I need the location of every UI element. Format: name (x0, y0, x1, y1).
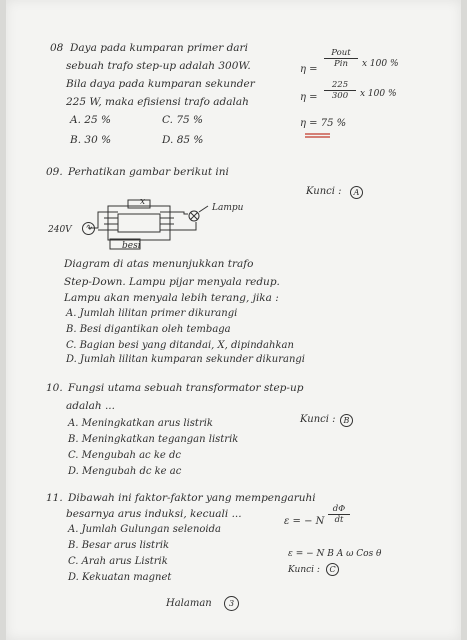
secondary-coil (160, 212, 174, 230)
q11-formula-2: ε = − N B A ω Cos θ (288, 549, 382, 559)
q08-option-d: D. 85 % (162, 134, 204, 146)
iron-core-outer (108, 206, 170, 240)
diagram-core-label: besi (122, 241, 141, 251)
q11-line-2: besarnya arus induksi, kecuali ... (66, 508, 242, 520)
primary-coil (104, 212, 118, 230)
q09-title: Perhatikan gambar berikut ini (68, 166, 229, 178)
diagram-voltage-label: 240V (48, 225, 72, 235)
transformer-diagram (88, 200, 208, 249)
q08-225: 225 (324, 80, 356, 91)
q08-option-a: A. 25 % (70, 114, 111, 126)
q08-pin: Pin (334, 59, 348, 69)
q08-x100-1: x 100 % (362, 59, 399, 69)
q08-line-3: Bila daya pada kumparan sekunder (66, 78, 255, 90)
q11-option-a: A. Jumlah Gulungan selenoida (68, 524, 221, 535)
q11-kunci-label: Kunci : (288, 565, 320, 575)
q10-option-d: D. Mengubah dc ke ac (68, 466, 182, 477)
q09-number: 09. (46, 166, 63, 178)
core-section-x (128, 200, 150, 208)
primary-wire-top (88, 212, 104, 228)
q08-x100-2: x 100 % (360, 89, 397, 99)
q10-option-a: A. Meningkatkan arus listrik (68, 418, 213, 429)
q11-option-b: B. Besar arus listrik (68, 540, 170, 551)
q11-option-d: D. Kekuatan magnet (68, 572, 172, 583)
q08-line-1: Daya pada kumparan primer dari (70, 42, 248, 54)
q08-option-c: C. 75 % (162, 114, 204, 126)
q10-kunci-label: Kunci : (300, 414, 336, 425)
q09-kunci-label: Kunci : (306, 186, 342, 197)
diagram-x-label: x (140, 197, 146, 207)
q09-option-c: C. Bagian besi yang ditandai, X, dipindahkan (66, 340, 294, 351)
page-footer-label: Halaman (166, 598, 212, 609)
q09-kunci-answer: A (350, 186, 363, 199)
q08-line-2: sebuah trafo step-up adalah 300W. (66, 60, 251, 72)
q08-option-b: B. 30 % (70, 134, 112, 146)
q09-line-1: Diagram di atas menunjukkan trafo (64, 258, 254, 270)
q10-line-1: Fungsi utama sebuah transformator step-up (68, 382, 304, 394)
ac-source-icon: ∿ (82, 222, 95, 235)
q08-eta-1: η = (300, 64, 318, 75)
q10-option-c: C. Mengubah ac ke dc (68, 450, 181, 461)
q09-option-a: A. Jumlah lilitan primer dikurangi (66, 308, 238, 319)
diagram-lamp-label: Lampu (212, 203, 244, 213)
q08-number: 08 (50, 42, 64, 54)
lamp-cross (191, 213, 198, 220)
q10-number: 10. (46, 382, 63, 394)
q08-result: η = 75 % (300, 118, 347, 129)
q11-formula-1-lhs: ε = − N (284, 516, 325, 527)
page-number: 3 (224, 596, 239, 611)
q09-line-3: Lampu akan menyala lebih terang, jika : (64, 292, 279, 304)
q10-option-b: B. Meningkatkan tegangan listrik (68, 434, 239, 445)
q11-dt: dt (334, 515, 344, 525)
q11-option-c: C. Arah arus Listrik (68, 556, 168, 567)
q10-line-2: adalah ... (66, 400, 115, 412)
lamp-label-pointer (199, 206, 208, 212)
secondary-wire-top (174, 212, 188, 214)
q11-line-1: Dibawah ini faktor-faktor yang mempengaruhi (68, 492, 316, 504)
q09-option-d: D. Jumlah lilitan kumparan sekunder dikurangi (66, 354, 305, 365)
iron-core-inner (118, 214, 160, 232)
q08-300: 300 (331, 91, 349, 101)
q08-line-4: 225 W, maka efisiensi trafo adalah (66, 96, 249, 108)
q09-option-b: B. Besi digantikan oleh tembaga (66, 324, 231, 335)
q11-number: 11. (46, 492, 63, 504)
q08-eta-2: η = (300, 92, 318, 103)
q10-kunci-answer: B (340, 414, 353, 427)
q09-line-2: Step-Down. Lampu pijar menyala redup. (64, 276, 280, 288)
q11-kunci-answer: C (326, 563, 339, 576)
q08-pout: Pout (324, 48, 358, 59)
secondary-wire-bottom (174, 222, 196, 230)
q11-dphi: dΦ (328, 504, 350, 515)
